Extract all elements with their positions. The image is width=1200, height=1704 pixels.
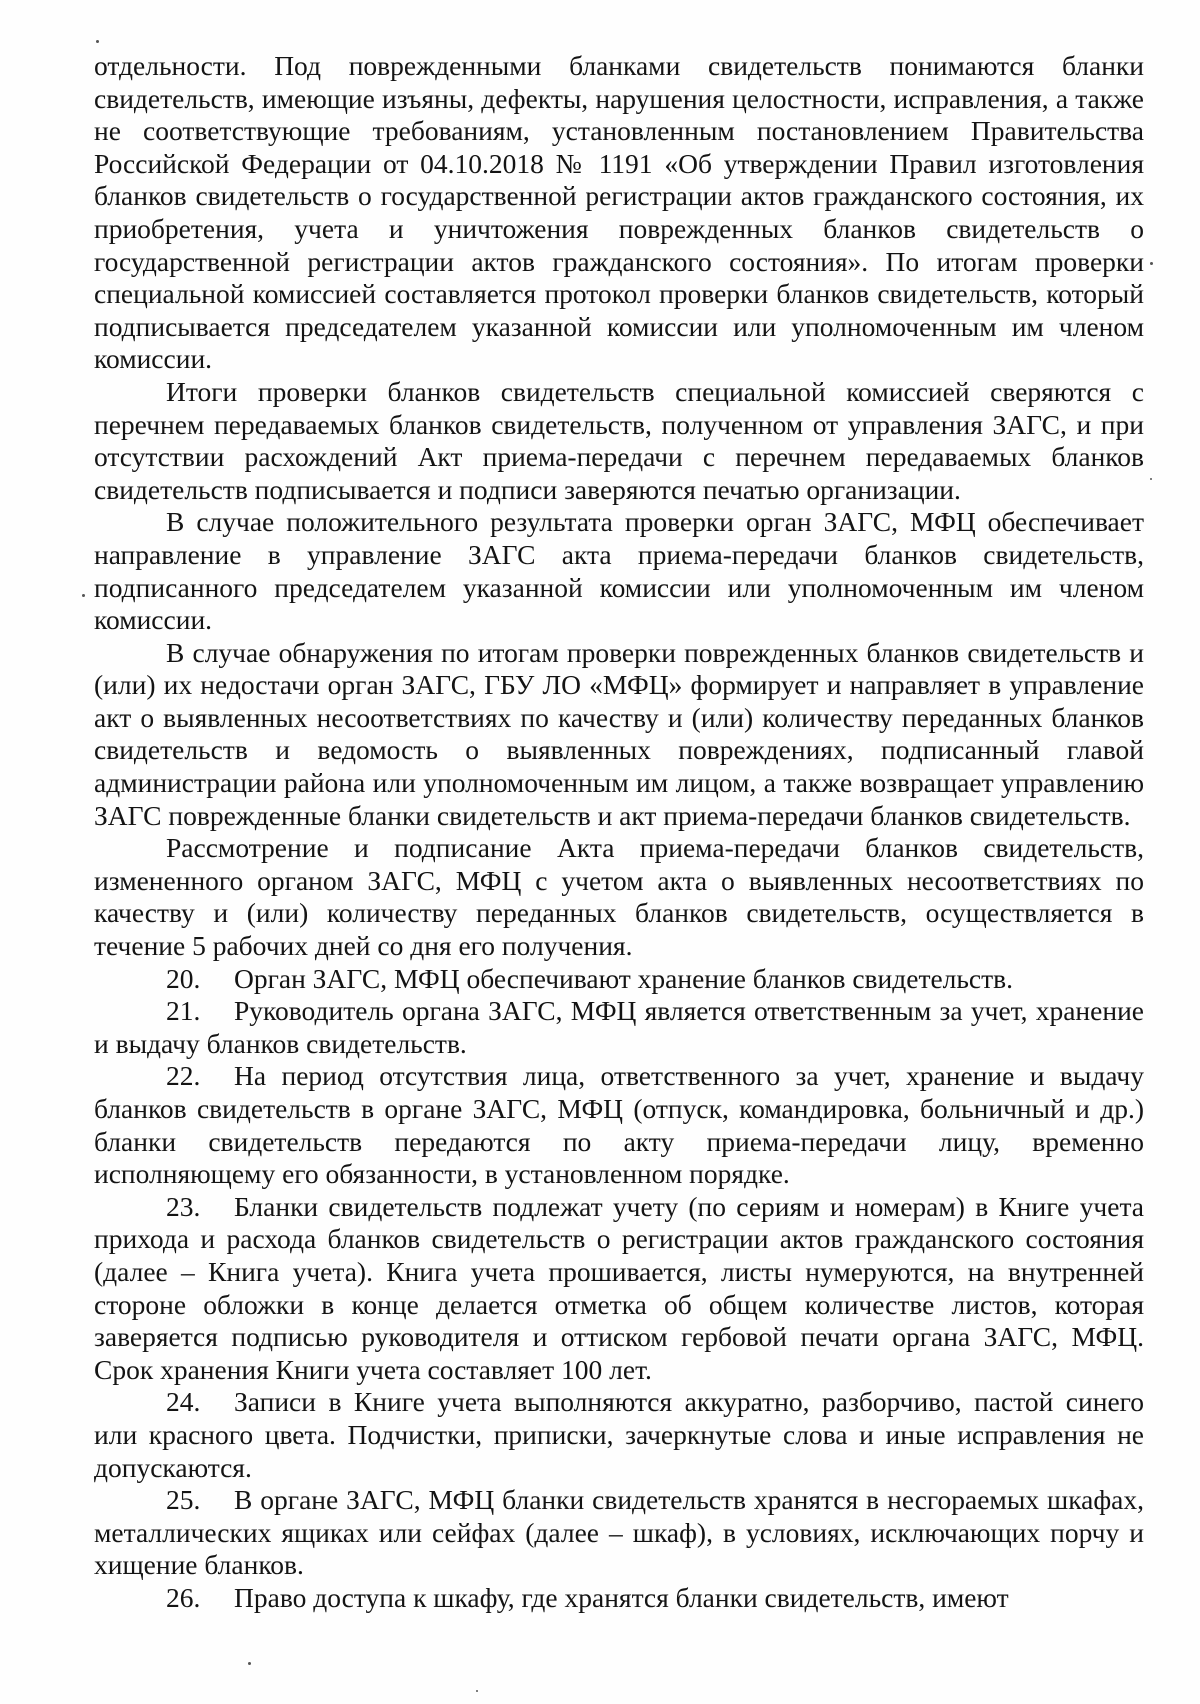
clause-number: 21. [166,995,201,1027]
clause-number: 20. [166,962,201,994]
clause-21 [94,995,1144,1060]
clause-text: Орган ЗАГС, МФЦ обеспечивают хранение бланков свидетельств. [234,962,1014,994]
clause-number: 24. [166,1386,201,1418]
clause-26 [94,1582,1144,1615]
clause-24 [94,1386,1144,1484]
clause-text: В органе ЗАГС, МФЦ бланки свидетельств хранятся в несгораемых шкафах, металлических ящиках или сейфах (далее – шкаф), в условиях, исключающих порчу и хищение бланков. [94,1484,1144,1581]
clause-number: 23. [166,1190,201,1222]
clause-number: 25. [166,1484,201,1516]
clause-20 [94,963,1144,996]
clause-text: На период отсутствия лица, ответственного за учет, хранение и выдачу бланков свидетельств в органе ЗАГС, МФЦ (отпуск, командировка, больничный и др.) бланки свидетельств передаются по акту приема-передачи лицу, временно исполняющему его обязанности, в установленном порядке. [94,1060,1144,1190]
clause-text: Записи в Книге учета выполняются аккуратно, разборчиво, пастой синего или красного цвета. Подчистки, приписки, зачеркнутые слова и иные исправления не допускаются. [94,1386,1144,1483]
paragraph-positive-result: В случае положительного результата проверки орган ЗАГС, МФЦ обеспечивает направление в управление ЗАГС акта приема-передачи бланков свидетельств, подписанного председателем указанной комиссии или уполномоченным им членом комиссии. [94,506,1144,636]
clause-25 [94,1484,1144,1582]
paragraph-reconciliation: Итоги проверки бланков свидетельств специальной комиссией сверяются с перечнем передаваемых бланков свидетельств, полученном от управления ЗАГС, и при отсутствии расхождений Акт приема-передачи с перечнем передаваемых бланков свидетельств подписывается и подписи заверяются печатью организации. [94,375,1144,505]
clause-text: Право доступа к шкафу, где хранятся бланки свидетельств, имеют [234,1581,1009,1613]
document-body [94,50,1144,1615]
scan-speck [248,1662,251,1665]
clause-number: 26. [166,1581,201,1613]
scan-speck [1150,478,1152,480]
clause-23 [94,1191,1144,1387]
scan-speck [82,594,85,597]
scan-speck [476,1690,478,1692]
clause-number: 22. [166,1060,201,1092]
paragraph-review-signing: Рассмотрение и подписание Акта приема-передачи бланков свидетельств, измененного органом ЗАГС, МФЦ с учетом акта о выявленных несоответствиях по качеству и (или) количеству переданных бланков свидетельств, осуществляется в течение 5 рабочих дней со дня его получения. [94,832,1144,962]
clause-text: Руководитель органа ЗАГС, МФЦ является ответственным за учет, хранение и выдачу бланков свидетельств. [94,995,1144,1059]
scan-speck [1150,262,1153,265]
clause-22 [94,1060,1144,1190]
lead-paragraph: отдельности. Под поврежденными бланками свидетельств понимаются бланки свидетельств, имеющие изъяны, дефекты, нарушения целостности, исправления, а также не соответствующие требованиям, установленным постановлением Правительства Российской Федерации от 04.10.2018 № 1191 «Об утверждении Правил изготовления бланков свидетельств о государственной регистрации актов гражданского состояния, их приобретения, учета и уничтожения поврежденных бланков свидетельств о государственной регистрации актов гражданского состояния». По итогам проверки специальной комиссией составляется протокол проверки бланков свидетельств, который подписывается председателем указанной комиссии или уполномоченным им членом комиссии. [94,50,1144,375]
paragraph-damaged-forms: В случае обнаружения по итогам проверки поврежденных бланков свидетельств и (или) их недостачи орган ЗАГС, ГБУ ЛО «МФЦ» формирует и направляет в управление акт о выявленных несоответствиях по качеству и (или) количеству переданных бланков свидетельств и ведомость о выявленных повреждениях, подписанный главой администрации района или уполномоченным им лицом, а также возвращает управлению ЗАГС поврежденные бланки свидетельств и акт приема-передачи бланков свидетельств. [94,636,1144,831]
scan-speck [96,40,99,43]
clause-text: Бланки свидетельств подлежат учету (по сериям и номерам) в Книге учета прихода и расхода бланков свидетельств о регистрации актов гражданского состояния (далее – Книга учета). Книга учета прошивается, листы нумеруются, на внутренней стороне обложки в конце делается отметка об общем количестве листов, которая заверяется подписью руководителя и оттиском гербовой печати органа ЗАГС, МФЦ. Срок хранения Книги учета составляет 100 лет. [94,1190,1144,1385]
